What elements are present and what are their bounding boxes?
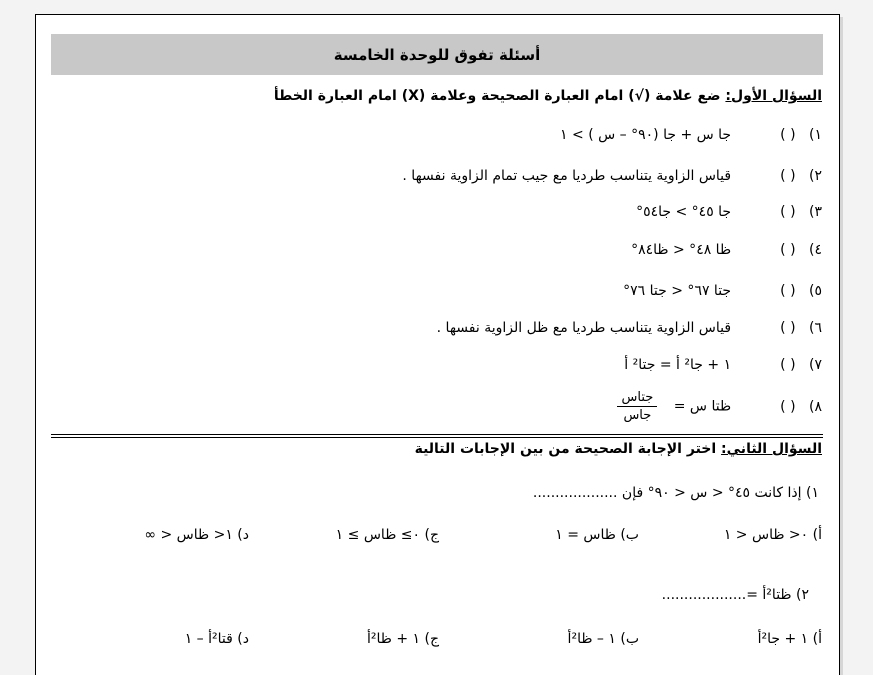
page-title-text: أسئلة تفوق للوحدة الخامسة bbox=[333, 45, 541, 64]
section-divider bbox=[51, 437, 823, 438]
item-text: قياس الزاوية يتناسب طرديا مع ظل الزاوية نفسها . bbox=[436, 320, 732, 336]
mcq-stem-text: ١) إذا كانت ٤٥° < س < ٩٠° فإن ................... bbox=[532, 485, 819, 501]
answer-blank[interactable]: ( ) bbox=[780, 357, 796, 373]
mcq-stem bbox=[662, 587, 809, 603]
mcq-choice[interactable]: ب) ١ – ظا²أ bbox=[567, 631, 639, 647]
question-2-label: السؤال الثاني: bbox=[721, 441, 822, 457]
tf-item bbox=[636, 204, 822, 220]
item-number: ١) bbox=[809, 127, 822, 143]
item-number: ٢) bbox=[809, 168, 822, 184]
document-page bbox=[35, 14, 840, 675]
mcq-choice[interactable]: أ) ٠< ظاس < ١ bbox=[723, 527, 822, 543]
tf-item bbox=[560, 127, 822, 143]
answer-blank[interactable]: ( ) bbox=[780, 320, 796, 336]
mcq-choice[interactable]: ج) ١ + ظا²أ bbox=[366, 631, 439, 647]
fraction-denominator: جاس bbox=[623, 408, 652, 423]
tf-item bbox=[437, 320, 822, 336]
answer-blank[interactable]: ( ) bbox=[780, 127, 796, 143]
answer-blank[interactable]: ( ) bbox=[780, 242, 796, 258]
tf-item bbox=[631, 242, 822, 258]
mcq-choice[interactable]: ج) ٠≥ ظاس ≥ ١ bbox=[335, 527, 439, 543]
mcq-choice[interactable]: د) ١< ظاس < ∞ bbox=[144, 527, 249, 543]
item-text: ظتا س = bbox=[673, 398, 732, 415]
answer-blank[interactable]: ( ) bbox=[780, 204, 796, 220]
item-text: ١ + جا² أ = جتا² أ bbox=[624, 357, 732, 373]
item-number: ٣) bbox=[809, 204, 822, 220]
item-number: ٦) bbox=[809, 320, 822, 336]
question-2-instruction: اختر الإجابة الصحيحة من بين الإجابات التالية bbox=[414, 441, 717, 457]
answer-blank[interactable]: ( ) bbox=[780, 168, 796, 184]
item-number: ٥) bbox=[809, 283, 822, 299]
item-text: جا س + جا (٩٠° – س ) > ١ bbox=[560, 127, 732, 143]
fraction-numerator: جتاس bbox=[617, 389, 657, 407]
tf-item bbox=[402, 168, 822, 184]
item-number: ٤) bbox=[809, 242, 822, 258]
mcq-stem-text: ٢) ظتا²أ =................... bbox=[661, 587, 809, 603]
fraction bbox=[617, 389, 657, 424]
question-1-header bbox=[274, 88, 822, 104]
question-2-header bbox=[415, 441, 822, 457]
item-text: قياس الزاوية يتناسب طرديا مع جيب تمام الزاوية نفسها . bbox=[402, 168, 732, 184]
mcq-choice[interactable]: ب) ظاس = ١ bbox=[555, 527, 639, 543]
answer-blank[interactable]: ( ) bbox=[780, 283, 796, 299]
mcq-stem bbox=[533, 485, 819, 501]
item-text: ظا ٤٨° < ظا٨٤° bbox=[631, 242, 732, 258]
mcq-choice[interactable]: د) قتا²أ – ١ bbox=[184, 631, 249, 647]
item-text: جتا ٦٧° < جتا ٧٦° bbox=[623, 283, 732, 299]
question-1-label: السؤال الأول: bbox=[725, 88, 822, 104]
page-title bbox=[51, 34, 823, 75]
item-number: ٨) bbox=[809, 398, 822, 415]
section-divider bbox=[51, 434, 823, 435]
tf-item bbox=[623, 283, 822, 299]
item-text: جا ٤٥° > جا٥٤° bbox=[636, 204, 732, 220]
tf-item bbox=[624, 357, 822, 373]
tf-item bbox=[617, 389, 822, 424]
question-1-instruction: ضع علامة (√) امام العبارة الصحيحة وعلامة (X) امام العبارة الخطأ bbox=[273, 88, 721, 104]
answer-blank[interactable]: ( ) bbox=[780, 398, 796, 415]
item-number: ٧) bbox=[809, 357, 822, 373]
mcq-choice[interactable]: أ) ١ + جا²أ bbox=[757, 631, 822, 647]
